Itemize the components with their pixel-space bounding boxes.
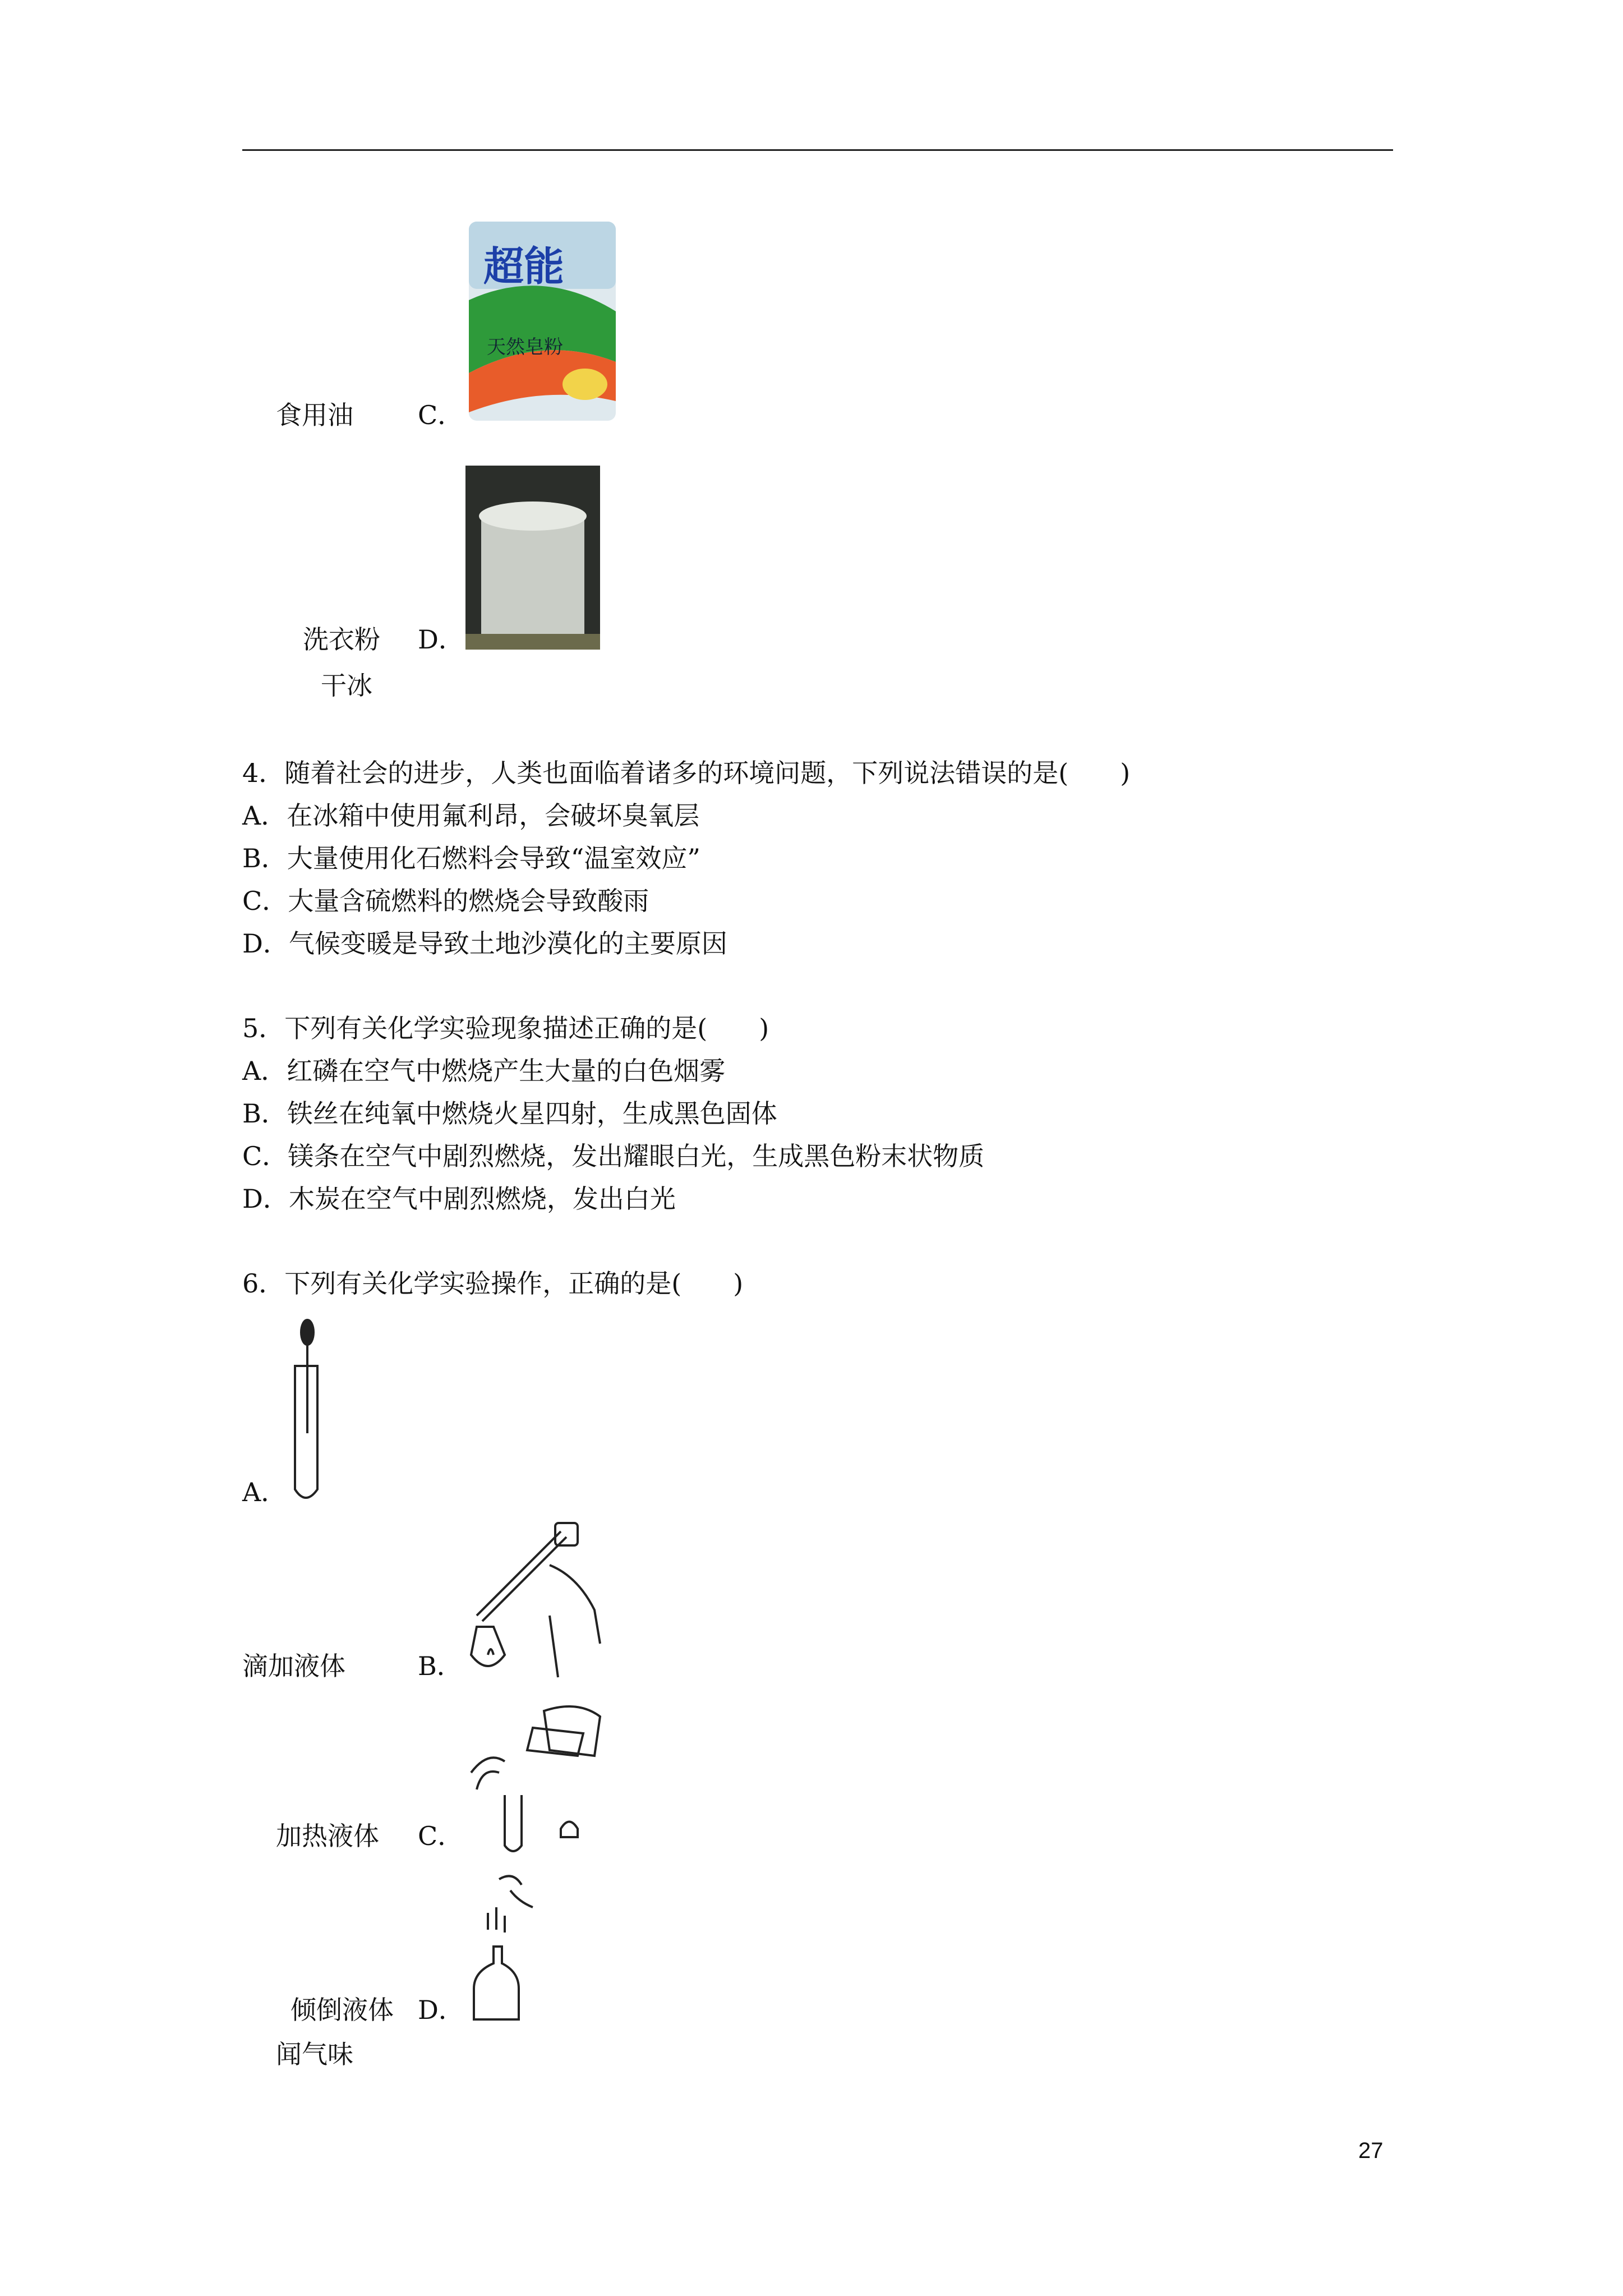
product-brand-text: 超能 (483, 243, 565, 290)
detergent-bag-image (464, 216, 621, 426)
q5-option-c: C．镁条在空气中剧烈燃烧，发出耀眼白光，生成黑色粉末状物质 (242, 1141, 985, 1171)
q6-stem: 6．下列有关化学实验操作，正确的是( ) (242, 1268, 744, 1299)
q4-option-a: A．在冰箱中使用氟利昂，会破坏臭氧层 (242, 800, 700, 831)
q6-option-b-marker: B． (418, 1651, 463, 1681)
q5-option-d: D．木炭在空气中剧烈燃烧，发出白光 (242, 1184, 676, 1214)
q4-option-d: D．气候变暖是导致土地沙漠化的主要原因 (242, 928, 727, 959)
q6-option-c-label: 倾倒液体 (291, 1995, 394, 2025)
q5-stem: 5．下列有关化学实验现象描述正确的是( ) (242, 1013, 769, 1043)
option-d-label-detergent: 洗衣粉 (303, 624, 380, 655)
q4-stem: 4．随着社会的进步，人类也面临着诸多的环境问题，下列说法错误的是( ) (242, 758, 1131, 788)
option-c-label-oil: 食用油 (276, 400, 353, 430)
q6-option-a-marker: A． (242, 1477, 287, 1507)
q6-option-d-label: 闻气味 (276, 2039, 353, 2069)
q4-option-b: B．大量使用化石燃料会导致“温室效应” (242, 843, 700, 873)
q6-option-b-label: 加热液体 (276, 1821, 379, 1851)
q4-option-c: C．大量含硫燃料的燃烧会导致酸雨 (242, 886, 649, 916)
page-number: 27 (1358, 2138, 1384, 2163)
option-c-marker: C． (418, 400, 464, 430)
heating-liquid-image (465, 1515, 606, 1683)
option-d-marker: D． (418, 624, 464, 655)
product-sub-text: 天然皂粉 (487, 336, 563, 358)
option-d-label-dry-ice: 干冰 (321, 670, 372, 701)
q6-option-a-label: 滴加液体 (242, 1651, 345, 1681)
dry-ice-image (465, 466, 600, 650)
pouring-liquid-image (465, 1694, 606, 1857)
q5-option-a: A．红磷在空气中燃烧产生大量的白色烟雾 (242, 1056, 726, 1086)
q5-option-b: B．铁丝在纯氧中燃烧火星四射，生成黑色固体 (242, 1098, 777, 1129)
q6-option-d-marker: D． (418, 1995, 464, 2025)
smelling-gas-image (465, 1868, 550, 2025)
dropper-in-test-tube-image (286, 1315, 325, 1506)
q6-option-c-marker: C． (418, 1821, 464, 1851)
header-rule (242, 149, 1393, 151)
